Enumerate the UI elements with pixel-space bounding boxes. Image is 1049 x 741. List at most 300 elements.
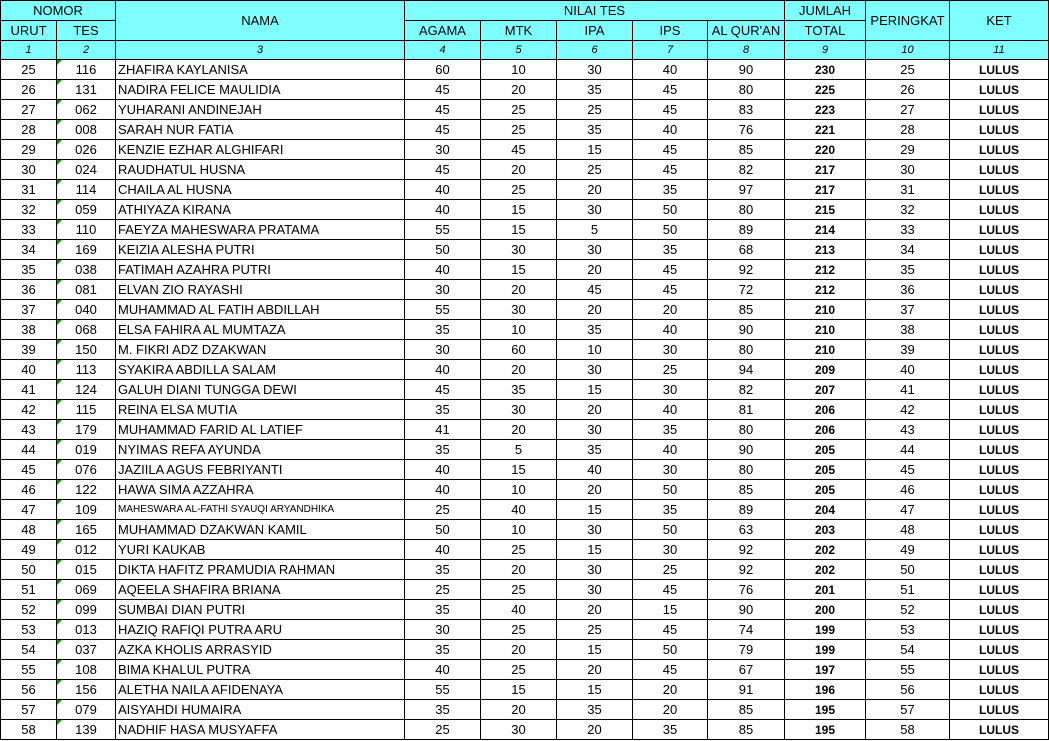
cell-ket[interactable]: LULUS [950,180,1049,200]
cell-total[interactable]: 214 [785,220,866,240]
cell-tes[interactable] [57,320,116,340]
cell-ket[interactable]: LULUS [950,460,1049,480]
cell-total[interactable]: 202 [785,560,866,580]
cell-ips[interactable]: 50 [633,640,708,660]
cell-urut[interactable]: 52 [1,600,57,620]
cell-ips[interactable]: 35 [633,500,708,520]
cell-alquran[interactable]: 74 [708,620,785,640]
cell-ket[interactable]: LULUS [950,400,1049,420]
cell-ips[interactable]: 25 [633,560,708,580]
cell-ips[interactable]: 30 [633,380,708,400]
cell-tes[interactable] [57,160,116,180]
cell-nama[interactable]: SYAKIRA ABDILLA SALAM [116,360,405,380]
cell-total[interactable]: 204 [785,500,866,520]
cell-alquran[interactable]: 80 [708,200,785,220]
cell-alquran[interactable]: 80 [708,80,785,100]
cell-tes[interactable] [57,540,116,560]
cell-ips[interactable]: 50 [633,480,708,500]
cell-nama[interactable]: BIMA KHALUL PUTRA [116,660,405,680]
cell-ips[interactable]: 45 [633,100,708,120]
cell-ipa[interactable]: 30 [557,200,633,220]
cell-total[interactable]: 199 [785,620,866,640]
cell-total[interactable]: 206 [785,420,866,440]
cell-nama[interactable]: AZKA KHOLIS ARRASYID [116,640,405,660]
cell-ips[interactable]: 30 [633,460,708,480]
cell-total[interactable]: 217 [785,180,866,200]
cell-ket[interactable]: LULUS [950,480,1049,500]
cell-tes[interactable] [57,720,116,740]
cell-total[interactable]: 213 [785,240,866,260]
cell-agama[interactable]: 40 [405,540,481,560]
cell-tes[interactable] [57,640,116,660]
cell-mtk[interactable]: 10 [481,60,557,80]
cell-nama[interactable]: MUHAMMAD FARID AL LATIEF [116,420,405,440]
cell-mtk[interactable]: 15 [481,220,557,240]
cell-agama[interactable]: 40 [405,180,481,200]
cell-mtk[interactable]: 35 [481,380,557,400]
cell-ket[interactable]: LULUS [950,680,1049,700]
cell-urut[interactable]: 55 [1,660,57,680]
cell-agama[interactable]: 35 [405,560,481,580]
cell-agama[interactable]: 40 [405,480,481,500]
cell-total[interactable]: 205 [785,480,866,500]
cell-urut[interactable]: 33 [1,220,57,240]
cell-peringkat[interactable]: 57 [866,700,950,720]
table-row[interactable] [1,100,1049,120]
cell-nama[interactable]: JAZIILA AGUS FEBRIYANTI [116,460,405,480]
cell-alquran[interactable]: 92 [708,540,785,560]
cell-mtk[interactable]: 15 [481,680,557,700]
cell-ket[interactable]: LULUS [950,720,1049,740]
cell-mtk[interactable]: 5 [481,440,557,460]
cell-tes[interactable] [57,280,116,300]
cell-urut[interactable]: 35 [1,260,57,280]
cell-urut[interactable]: 32 [1,200,57,220]
cell-nama[interactable]: MAHESWARA AL-FATHI SYAUQI ARYANDHIKA [116,500,405,520]
cell-ipa[interactable]: 20 [557,180,633,200]
cell-agama[interactable]: 30 [405,620,481,640]
table-row[interactable] [1,220,1049,240]
table-row[interactable] [1,120,1049,140]
cell-total[interactable]: 210 [785,340,866,360]
cell-ket[interactable]: LULUS [950,380,1049,400]
cell-nama[interactable]: AQEELA SHAFIRA BRIANA [116,580,405,600]
cell-tes[interactable] [57,100,116,120]
cell-mtk[interactable]: 25 [481,180,557,200]
cell-nama[interactable]: HAWA SIMA AZZAHRA [116,480,405,500]
cell-mtk[interactable]: 15 [481,260,557,280]
table-row[interactable] [1,340,1049,360]
cell-ket[interactable]: LULUS [950,320,1049,340]
cell-nama[interactable]: ZHAFIRA KAYLANISA [116,60,405,80]
cell-alquran[interactable]: 68 [708,240,785,260]
cell-alquran[interactable]: 97 [708,180,785,200]
cell-nama[interactable]: REINA ELSA MUTIA [116,400,405,420]
cell-mtk[interactable]: 30 [481,720,557,740]
cell-nama[interactable]: ATHIYAZA KIRANA [116,200,405,220]
cell-tes[interactable] [57,340,116,360]
cell-ips[interactable]: 20 [633,680,708,700]
table-row[interactable] [1,660,1049,680]
cell-nama[interactable]: ELVAN ZIO RAYASHI [116,280,405,300]
cell-peringkat[interactable]: 55 [866,660,950,680]
cell-urut[interactable]: 31 [1,180,57,200]
cell-peringkat[interactable]: 28 [866,120,950,140]
cell-agama[interactable]: 55 [405,300,481,320]
cell-urut[interactable]: 57 [1,700,57,720]
cell-ipa[interactable]: 35 [557,440,633,460]
cell-agama[interactable]: 40 [405,200,481,220]
cell-agama[interactable]: 41 [405,420,481,440]
cell-peringkat[interactable]: 45 [866,460,950,480]
cell-urut[interactable]: 38 [1,320,57,340]
cell-total[interactable]: 215 [785,200,866,220]
cell-nama[interactable]: NYIMAS REFA AYUNDA [116,440,405,460]
cell-ipa[interactable]: 15 [557,680,633,700]
cell-ips[interactable]: 15 [633,600,708,620]
cell-ipa[interactable]: 20 [557,660,633,680]
cell-mtk[interactable]: 25 [481,580,557,600]
cell-ips[interactable]: 50 [633,220,708,240]
cell-ket[interactable]: LULUS [950,440,1049,460]
cell-tes[interactable] [57,180,116,200]
cell-alquran[interactable]: 82 [708,160,785,180]
cell-alquran[interactable]: 76 [708,580,785,600]
cell-urut[interactable]: 42 [1,400,57,420]
cell-urut[interactable]: 34 [1,240,57,260]
cell-mtk[interactable]: 25 [481,120,557,140]
cell-ipa[interactable]: 20 [557,720,633,740]
cell-ips[interactable]: 45 [633,660,708,680]
table-row[interactable] [1,280,1049,300]
cell-ipa[interactable]: 20 [557,600,633,620]
cell-nama[interactable]: NADIRA FELICE MAULIDIA [116,80,405,100]
cell-alquran[interactable]: 67 [708,660,785,680]
cell-nama[interactable]: GALUH DIANI TUNGGA DEWI [116,380,405,400]
cell-alquran[interactable]: 89 [708,220,785,240]
cell-peringkat[interactable]: 43 [866,420,950,440]
cell-peringkat[interactable]: 52 [866,600,950,620]
cell-urut[interactable]: 44 [1,440,57,460]
cell-ipa[interactable]: 30 [557,60,633,80]
cell-peringkat[interactable]: 27 [866,100,950,120]
cell-ips[interactable]: 40 [633,320,708,340]
cell-ips[interactable]: 45 [633,580,708,600]
cell-ket[interactable]: LULUS [950,560,1049,580]
cell-mtk[interactable]: 20 [481,420,557,440]
cell-tes[interactable] [57,260,116,280]
cell-total[interactable]: 230 [785,60,866,80]
table-row[interactable] [1,480,1049,500]
cell-total[interactable]: 217 [785,160,866,180]
cell-ipa[interactable]: 30 [557,580,633,600]
cell-urut[interactable]: 58 [1,720,57,740]
cell-mtk[interactable]: 10 [481,320,557,340]
cell-mtk[interactable]: 15 [481,460,557,480]
table-row[interactable] [1,240,1049,260]
cell-total[interactable]: 221 [785,120,866,140]
cell-agama[interactable]: 25 [405,580,481,600]
cell-ips[interactable]: 35 [633,180,708,200]
cell-total[interactable]: 212 [785,280,866,300]
cell-ipa[interactable]: 20 [557,480,633,500]
cell-mtk[interactable]: 20 [481,700,557,720]
cell-ket[interactable]: LULUS [950,520,1049,540]
cell-alquran[interactable]: 90 [708,600,785,620]
cell-alquran[interactable]: 90 [708,60,785,80]
cell-ket[interactable]: LULUS [950,700,1049,720]
cell-ipa[interactable]: 35 [557,320,633,340]
cell-alquran[interactable]: 80 [708,340,785,360]
cell-total[interactable]: 220 [785,140,866,160]
cell-ipa[interactable]: 30 [557,420,633,440]
cell-peringkat[interactable]: 34 [866,240,950,260]
cell-total[interactable]: 206 [785,400,866,420]
cell-alquran[interactable]: 92 [708,560,785,580]
table-row[interactable] [1,440,1049,460]
cell-peringkat[interactable]: 29 [866,140,950,160]
cell-peringkat[interactable]: 33 [866,220,950,240]
cell-ips[interactable]: 45 [633,160,708,180]
table-row[interactable] [1,360,1049,380]
table-row[interactable] [1,560,1049,580]
cell-alquran[interactable]: 81 [708,400,785,420]
cell-agama[interactable]: 50 [405,240,481,260]
cell-total[interactable]: 203 [785,520,866,540]
cell-alquran[interactable]: 76 [708,120,785,140]
cell-agama[interactable]: 35 [405,640,481,660]
cell-tes[interactable] [57,240,116,260]
cell-peringkat[interactable]: 36 [866,280,950,300]
cell-nama[interactable]: CHAILA AL HUSNA [116,180,405,200]
cell-mtk[interactable]: 15 [481,200,557,220]
cell-agama[interactable]: 30 [405,140,481,160]
table-row[interactable] [1,260,1049,280]
cell-urut[interactable]: 36 [1,280,57,300]
cell-tes[interactable] [57,520,116,540]
cell-nama[interactable]: ELSA FAHIRA AL MUMTAZA [116,320,405,340]
cell-nama[interactable]: MUHAMMAD DZAKWAN KAMIL [116,520,405,540]
cell-tes[interactable] [57,560,116,580]
cell-tes[interactable] [57,60,116,80]
cell-ips[interactable]: 40 [633,120,708,140]
cell-ket[interactable]: LULUS [950,600,1049,620]
cell-mtk[interactable]: 30 [481,400,557,420]
cell-ips[interactable]: 50 [633,520,708,540]
cell-agama[interactable]: 35 [405,600,481,620]
cell-ket[interactable]: LULUS [950,220,1049,240]
cell-mtk[interactable]: 40 [481,500,557,520]
cell-ips[interactable]: 50 [633,200,708,220]
cell-ipa[interactable]: 30 [557,240,633,260]
cell-mtk[interactable]: 25 [481,660,557,680]
cell-ips[interactable]: 35 [633,240,708,260]
cell-peringkat[interactable]: 30 [866,160,950,180]
cell-mtk[interactable]: 25 [481,540,557,560]
cell-ket[interactable]: LULUS [950,420,1049,440]
cell-urut[interactable]: 29 [1,140,57,160]
cell-mtk[interactable]: 30 [481,240,557,260]
cell-nama[interactable]: MUHAMMAD AL FATIH ABDILLAH [116,300,405,320]
cell-ips[interactable]: 25 [633,360,708,380]
cell-alquran[interactable]: 80 [708,420,785,440]
cell-urut[interactable]: 26 [1,80,57,100]
cell-tes[interactable] [57,500,116,520]
cell-mtk[interactable]: 20 [481,640,557,660]
cell-alquran[interactable]: 89 [708,500,785,520]
cell-mtk[interactable]: 45 [481,140,557,160]
cell-ips[interactable]: 45 [633,260,708,280]
cell-alquran[interactable]: 63 [708,520,785,540]
cell-ips[interactable]: 30 [633,540,708,560]
cell-agama[interactable]: 40 [405,260,481,280]
table-row[interactable] [1,720,1049,740]
cell-ipa[interactable]: 20 [557,400,633,420]
cell-agama[interactable]: 45 [405,120,481,140]
table-row[interactable] [1,420,1049,440]
cell-total[interactable]: 196 [785,680,866,700]
cell-ips[interactable]: 40 [633,60,708,80]
cell-urut[interactable]: 40 [1,360,57,380]
cell-ket[interactable]: LULUS [950,500,1049,520]
cell-nama[interactable]: FAEYZA MAHESWARA PRATAMA [116,220,405,240]
cell-tes[interactable] [57,580,116,600]
cell-ket[interactable]: LULUS [950,360,1049,380]
cell-peringkat[interactable]: 32 [866,200,950,220]
cell-nama[interactable]: NADHIF HASA MUSYAFFA [116,720,405,740]
cell-ipa[interactable]: 5 [557,220,633,240]
cell-ket[interactable]: LULUS [950,640,1049,660]
cell-ips[interactable]: 30 [633,340,708,360]
cell-peringkat[interactable]: 49 [866,540,950,560]
cell-mtk[interactable]: 10 [481,520,557,540]
cell-total[interactable]: 197 [785,660,866,680]
cell-ipa[interactable]: 20 [557,300,633,320]
cell-total[interactable]: 209 [785,360,866,380]
cell-agama[interactable]: 45 [405,100,481,120]
cell-agama[interactable]: 50 [405,520,481,540]
table-row[interactable] [1,200,1049,220]
cell-peringkat[interactable]: 35 [866,260,950,280]
cell-ket[interactable]: LULUS [950,80,1049,100]
cell-tes[interactable] [57,700,116,720]
cell-peringkat[interactable]: 40 [866,360,950,380]
cell-tes[interactable] [57,360,116,380]
cell-nama[interactable]: AISYAHDI HUMAIRA [116,700,405,720]
cell-urut[interactable]: 41 [1,380,57,400]
cell-peringkat[interactable]: 47 [866,500,950,520]
cell-ips[interactable]: 20 [633,700,708,720]
cell-total[interactable]: 201 [785,580,866,600]
cell-agama[interactable]: 40 [405,660,481,680]
cell-total[interactable]: 205 [785,440,866,460]
cell-urut[interactable]: 50 [1,560,57,580]
cell-mtk[interactable]: 30 [481,300,557,320]
table-row[interactable] [1,380,1049,400]
cell-total[interactable]: 205 [785,460,866,480]
cell-agama[interactable]: 35 [405,320,481,340]
table-row[interactable] [1,160,1049,180]
cell-tes[interactable] [57,480,116,500]
table-row[interactable] [1,620,1049,640]
cell-total[interactable]: 199 [785,640,866,660]
table-row[interactable] [1,520,1049,540]
cell-tes[interactable] [57,660,116,680]
cell-alquran[interactable]: 83 [708,100,785,120]
cell-ipa[interactable]: 35 [557,120,633,140]
cell-peringkat[interactable]: 46 [866,480,950,500]
cell-nama[interactable]: HAZIQ RAFIQI PUTRA ARU [116,620,405,640]
cell-urut[interactable]: 45 [1,460,57,480]
cell-alquran[interactable]: 92 [708,260,785,280]
cell-peringkat[interactable]: 44 [866,440,950,460]
cell-peringkat[interactable]: 53 [866,620,950,640]
table-row[interactable] [1,60,1049,80]
cell-ket[interactable]: LULUS [950,60,1049,80]
table-row[interactable] [1,180,1049,200]
cell-agama[interactable]: 40 [405,460,481,480]
table-row[interactable] [1,320,1049,340]
cell-ipa[interactable]: 35 [557,80,633,100]
cell-total[interactable]: 212 [785,260,866,280]
cell-tes[interactable] [57,600,116,620]
cell-total[interactable]: 225 [785,80,866,100]
cell-tes[interactable] [57,380,116,400]
cell-tes[interactable] [57,220,116,240]
cell-ket[interactable]: LULUS [950,340,1049,360]
cell-ips[interactable]: 35 [633,720,708,740]
cell-peringkat[interactable]: 56 [866,680,950,700]
cell-ipa[interactable]: 15 [557,640,633,660]
cell-peringkat[interactable]: 25 [866,60,950,80]
cell-alquran[interactable]: 91 [708,680,785,700]
cell-agama[interactable]: 25 [405,500,481,520]
cell-peringkat[interactable]: 42 [866,400,950,420]
cell-ipa[interactable]: 15 [557,140,633,160]
cell-mtk[interactable]: 20 [481,80,557,100]
cell-alquran[interactable]: 72 [708,280,785,300]
cell-agama[interactable]: 25 [405,720,481,740]
cell-ket[interactable]: LULUS [950,200,1049,220]
table-row[interactable] [1,600,1049,620]
cell-mtk[interactable]: 20 [481,360,557,380]
cell-agama[interactable]: 35 [405,400,481,420]
cell-agama[interactable]: 45 [405,380,481,400]
cell-alquran[interactable]: 85 [708,140,785,160]
cell-peringkat[interactable]: 39 [866,340,950,360]
cell-total[interactable]: 195 [785,700,866,720]
cell-tes[interactable] [57,440,116,460]
cell-urut[interactable]: 39 [1,340,57,360]
cell-nama[interactable]: ALETHA NAILA AFIDENAYA [116,680,405,700]
cell-ket[interactable]: LULUS [950,140,1049,160]
cell-total[interactable]: 223 [785,100,866,120]
cell-peringkat[interactable]: 26 [866,80,950,100]
cell-nama[interactable]: FATIMAH AZAHRA PUTRI [116,260,405,280]
cell-mtk[interactable]: 20 [481,560,557,580]
cell-ipa[interactable]: 30 [557,560,633,580]
cell-urut[interactable]: 49 [1,540,57,560]
cell-alquran[interactable]: 90 [708,320,785,340]
cell-agama[interactable]: 55 [405,680,481,700]
cell-nama[interactable]: YUHARANI ANDINEJAH [116,100,405,120]
cell-ipa[interactable]: 30 [557,360,633,380]
cell-ipa[interactable]: 20 [557,260,633,280]
cell-ipa[interactable]: 25 [557,100,633,120]
cell-alquran[interactable]: 90 [708,440,785,460]
cell-tes[interactable] [57,300,116,320]
cell-total[interactable]: 202 [785,540,866,560]
